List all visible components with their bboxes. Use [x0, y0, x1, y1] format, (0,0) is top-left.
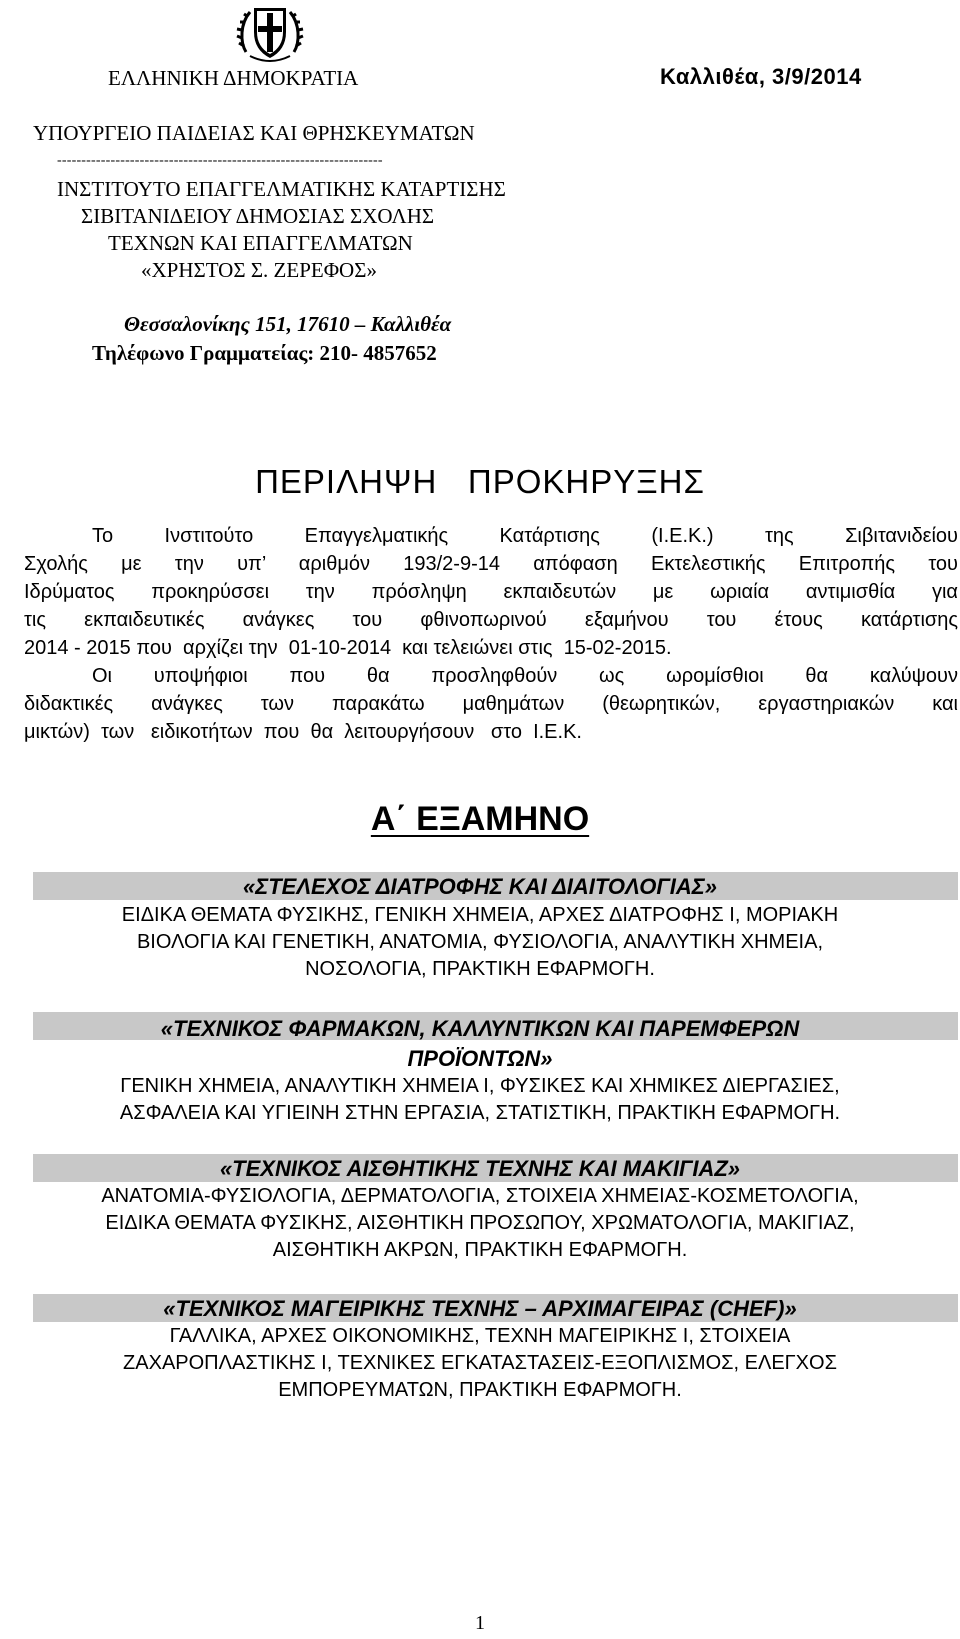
- paragraph-line: διδακτικές ανάγκες των παρακάτω μαθημάτων (θεωρητικών, εργαστηριακών και: [24, 693, 958, 715]
- subject-line: ΕΜΠΟΡΕΥΜΑΤΩΝ, ΠΡΑΚΤΙΚΗ ΕΦΑΡΜΟΓΗ.: [278, 1379, 682, 1401]
- subject-line: ΕΙΔΙΚΑ ΘΕΜΑΤΑ ΦΥΣΙΚΗΣ, ΑΙΣΘΗΤΙΚΗ ΠΡΟΣΩΠΟΥ, ΧΡΩΜΑΤΟΛΟΓΙΑ, ΜΑΚΙΓΙΑΖ,: [105, 1212, 855, 1234]
- institute-line: ΤΕΧΝΩΝ ΚΑΙ ΕΠΑΓΓΕΛΜΑΤΩΝ: [108, 231, 413, 255]
- paragraph-line: 2014 - 2015 που αρχίζει την 01-10-2014 και τελειώνει στις 15-02-2015.: [24, 637, 672, 659]
- institute-line: ΣΙΒΙΤΑΝΙΔΕΙΟΥ ΔΗΜΟΣΙΑΣ ΣΧΟΛΗΣ: [81, 204, 435, 228]
- paragraph-line: Το Ινστιτούτο Επαγγελματικής Κατάρτισης (Ι.Ε.Κ.) της Σιβιτανιδείου: [92, 525, 958, 547]
- paragraph-line: τις εκπαιδευτικές ανάγκες του φθινοπωρινού εξαμήνου του έτους κατάρτισης: [24, 609, 958, 631]
- subject-line: ΓΕΝΙΚΗ ΧΗΜΕΙΑ, ΑΝΑΛΥΤΙΚΗ ΧΗΜΕΙΑ Ι, ΦΥΣΙΚΕΣ ΚΑΙ ΧΗΜΙΚΕΣ ΔΙΕΡΓΑΣΙΕΣ,: [120, 1075, 840, 1097]
- subject-line: ΕΙΔΙΚΑ ΘΕΜΑΤΑ ΦΥΣΙΚΗΣ, ΓΕΝΙΚΗ ΧΗΜΕΙΑ, ΑΡΧΕΣ ΔΙΑΤΡΟΦΗΣ Ι, ΜΟΡΙΑΚΗ: [121, 904, 839, 926]
- institute-line: «ΧΡΗΣΤΟΣ Σ. ΖΕΡΕΦΟΣ»: [141, 258, 377, 282]
- subject-line: ΑΝΑΤΟΜΙΑ-ΦΥΣΙΟΛΟΓΙΑ, ΔΕΡΜΑΤΟΛΟΓΙΑ, ΣΤΟΙΧΕΙΑ ΧΗΜΕΙΑΣ-ΚΟΣΜΕΤΟΛΟΓΙΑ,: [101, 1185, 859, 1207]
- specialty-title: [0, 1156, 960, 1182]
- subject-line: ΝΟΣΟΛΟΓΙΑ, ΠΡΑΚΤΙΚΗ ΕΦΑΡΜΟΓΗ.: [305, 958, 655, 980]
- phone: Τηλέφωνο Γραμματείας: 210- 4857652: [92, 341, 437, 365]
- specialty-title-line: ΠΡΟΪΟΝΤΩΝ»: [407, 1046, 553, 1071]
- specialty-subjects: [0, 1183, 960, 1264]
- subject-line: ΖΑΧΑΡΟΠΛΑΣΤΙΚΗΣ Ι, ΤΕΧΝΙΚΕΣ ΕΓΚΑΤΑΣΤΑΣΕΙΣ-ΕΞΟΠΛΙΣΜΟΣ, ΕΛΕΓΧΟΣ: [123, 1352, 837, 1374]
- specialty-title-line: «ΤΕΧΝΙΚΟΣ ΦΑΡΜΑΚΩΝ, ΚΑΛΛΥΝΤΙΚΩΝ ΚΑΙ ΠΑΡΕΜΦΕΡΩΝ: [160, 1016, 800, 1041]
- page-title: [0, 463, 960, 501]
- paragraph-1: [24, 522, 958, 662]
- place-date: Καλλιθέα, 3/9/2014: [660, 64, 862, 89]
- dash-separator: -------------------------------------------------------------------: [57, 153, 383, 168]
- specialty-title: [0, 1014, 960, 1074]
- ministry-heading: ΥΠΟΥΡΓΕΙΟ ΠΑΙΔΕΙΑΣ ΚΑΙ ΘΡΗΣΚΕΥΜΑΤΩΝ: [33, 121, 475, 145]
- specialty-title-line: «ΤΕΧΝΙΚΟΣ ΜΑΓΕΙΡΙΚΗΣ ΤΕΧΝΗΣ – ΑΡΧΙΜΑΓΕΙΡΑΣ (CHEF)»: [163, 1296, 797, 1321]
- specialty-title: [0, 874, 960, 900]
- specialty-subjects: [0, 902, 960, 983]
- specialty-title-line: «ΣΤΕΛΕΧΟΣ ΔΙΑΤΡΟΦΗΣ ΚΑΙ ΔΙΑΙΤΟΛΟΓΙΑΣ»: [243, 874, 717, 899]
- paragraph-line: μικτών) των ειδικοτήτων που θα λειτουργήσουν στο Ι.Ε.Κ.: [24, 721, 582, 743]
- subject-line: ΒΙΟΛΟΓΙΑ ΚΑΙ ΓΕΝΕΤΙΚΗ, ΑΝΑΤΟΜΙΑ, ΦΥΣΙΟΛΟΓΙΑ, ΑΝΑΛΥΤΙΚΗ ΧΗΜΕΙΑ,: [136, 931, 824, 953]
- specialty-subjects: [0, 1323, 960, 1404]
- paragraph-line: Ιδρύματος προκηρύσσει την πρόσληψη εκπαιδευτών με ωριαία αντιμισθία για: [24, 581, 958, 603]
- paragraph-2: [24, 662, 958, 746]
- subject-line: ΑΙΣΘΗΤΙΚΗ ΑΚΡΩΝ, ΠΡΑΚΤΙΚΗ ΕΦΑΡΜΟΓΗ.: [272, 1239, 688, 1261]
- republic-heading: ΕΛΛΗΝΙΚΗ ΔΗΜΟΚΡΑΤΙΑ: [108, 66, 359, 90]
- institute-line: ΙΝΣΤΙΤΟΥΤΟ ΕΠΑΓΓΕΛΜΑΤΙΚΗΣ ΚΑΤΑΡΤΙΣΗΣ: [57, 177, 506, 201]
- page-title-text: ΠΕΡΙΛΗΨΗ ΠΡΟΚΗΡΥΞΗΣ: [255, 463, 705, 500]
- subject-line: ΓΑΛΛΙΚΑ, ΑΡΧΕΣ ΟΙΚΟΝΟΜΙΚΗΣ, ΤΕΧΝΗ ΜΑΓΕΙΡΙΚΗΣ Ι, ΣΤΟΙΧΕΙΑ: [169, 1325, 791, 1347]
- address: Θεσσαλονίκης 151, 17610 – Καλλιθέα: [124, 312, 452, 336]
- specialty-title: [0, 1296, 960, 1322]
- page-number: 1: [475, 1612, 485, 1634]
- subject-line: ΑΣΦΑΛΕΙΑ ΚΑΙ ΥΓΙΕΙΝΗ ΣΤΗΝ ΕΡΓΑΣΙΑ, ΣΤΑΤΙΣΤΙΚΗ, ΠΡΑΚΤΙΚΗ ΕΦΑΡΜΟΓΗ.: [119, 1102, 841, 1124]
- specialty-subjects: [0, 1073, 960, 1127]
- greek-coat-of-arms-icon: [236, 2, 304, 66]
- paragraph-line: Οι υποψήφιοι που θα προσληφθούν ως ωρομίσθιοι θα καλύψουν: [92, 665, 958, 687]
- paragraph-line: Σχολής με την υπ’ αριθμόν 193/2-9-14 απόφαση Εκτελεστικής Επιτροπής του: [24, 553, 958, 575]
- semester-heading: [0, 800, 960, 839]
- specialty-title-line: «ΤΕΧΝΙΚΟΣ ΑΙΣΘΗΤΙΚΗΣ ΤΕΧΝΗΣ ΚΑΙ ΜΑΚΙΓΙΑΖ»: [219, 1156, 741, 1181]
- semester-heading-text: Α΄ ΕΞΑΜΗΝΟ: [370, 800, 590, 838]
